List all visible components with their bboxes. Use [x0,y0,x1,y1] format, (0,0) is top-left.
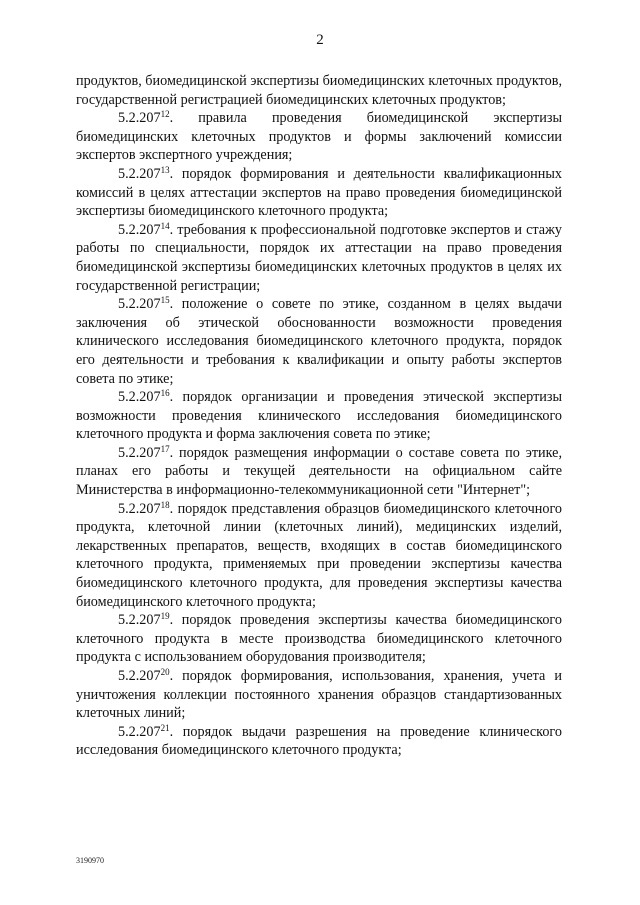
document-code: 3190970 [76,856,104,865]
paragraph-clause-14 [76,221,562,295]
clause-number: 5.2.207 [118,110,161,127]
paragraph-text: . порядок организации и проведения этической экспертизы возможности проведения клинического исследования биомедицинского клеточного продукта и форма заключения совета по этике; [76,389,562,443]
clause-number: 5.2.207 [118,221,161,238]
paragraph-text: . порядок проведения экспертизы качества биомедицинского клеточного продукта в месте производства биомедицинского клеточного продукта с использованием оборудования производителя; [76,612,562,666]
paragraph-text: . порядок выдачи разрешения на проведение клинического исследования биомедицинского клеточного продукта; [76,723,562,759]
clause-superscript: 19 [160,611,170,622]
paragraph-clause-20 [76,667,562,723]
paragraph-text: . порядок представления образцов биомедицинского клеточного продукта, клеточной линии (клеточных линий), медицинских изделий, лекарственных препаратов, веществ, входящих в состав биомедицинского клеточного продукта, применяемых при проведении экспертизы качества биомедицинского клеточного продукта, для проведения экспертизы качества биомедицинского клеточного продукта; [76,500,562,610]
clause-superscript: 20 [160,667,170,677]
clause-number: 5.2.207 [118,444,161,461]
clause-number: 5.2.207 [118,389,161,406]
paragraph-text: . порядок формирования и деятельности квалификационных комиссий в целях аттестации экспертов на право проведения биомедицинской экспертизы биомедицинского клеточного продукта; [76,165,562,220]
clause-number: 5.2.207 [118,612,161,629]
clause-superscript: 13 [160,164,170,175]
clause-superscript: 17 [160,443,170,454]
paragraph-continuation [76,72,562,109]
clause-superscript: 12 [160,109,170,120]
paragraph-clause-15 [76,295,562,388]
paragraph-text: . положение о совете по этике, созданном в целях выдачи заключения об этической обоснованности возможности проведения клинического исследования биомедицинского клеточного продукта, порядок его деятельности и требования к квалификации и опыту работы экспертов совета по этике; [76,296,562,387]
clause-number: 5.2.207 [118,668,161,684]
clause-superscript: 21 [160,722,170,733]
paragraph-text: . порядок размещения информации о составе совета по этике, планах его работы и текущей деятельности на официальном сайте Министерства в информационно-телекоммуникационной сети "Интернет"; [76,444,562,499]
clause-number: 5.2.207 [118,296,161,313]
document-body [76,72,562,760]
paragraph-clause-17 [76,444,562,500]
clause-number: 5.2.207 [118,500,161,517]
clause-number: 5.2.207 [118,723,161,740]
paragraph-clause-18 [76,500,562,612]
paragraph-clause-12 [76,109,562,165]
clause-superscript: 18 [160,499,170,510]
paragraph-text: . правила проведения биомедицинской экспертизы биомедицинских клеточных продуктов и формы заключений комиссии экспертов экспертного учреждения; [76,110,562,164]
clause-superscript: 16 [160,388,170,399]
paragraph-text: продуктов, биомедицинской экспертизы биомедицинских клеточных продуктов, государственной регистрацией биомедицинских клеточных продуктов; [76,73,562,108]
clause-number: 5.2.207 [118,165,161,182]
paragraph-clause-21 [76,723,562,760]
paragraph-clause-16 [76,388,562,444]
clause-superscript: 15 [160,295,170,306]
clause-superscript: 14 [160,220,170,231]
paragraph-clause-19 [76,611,562,667]
paragraph-text: . требования к профессиональной подготовке экспертов и стажу работы по специальности, порядок их аттестации на право проведения биомедицинской экспертизы биомедицинских клеточных продуктов в целях их государственной регистрации; [76,221,562,294]
page-number: 2 [316,32,324,48]
paragraph-clause-13 [76,165,562,221]
paragraph-text: . порядок формирования, использования, хранения, учета и уничтожения коллекции постоянного хранения образцов стандартизованных клеточных линий; [76,668,562,722]
